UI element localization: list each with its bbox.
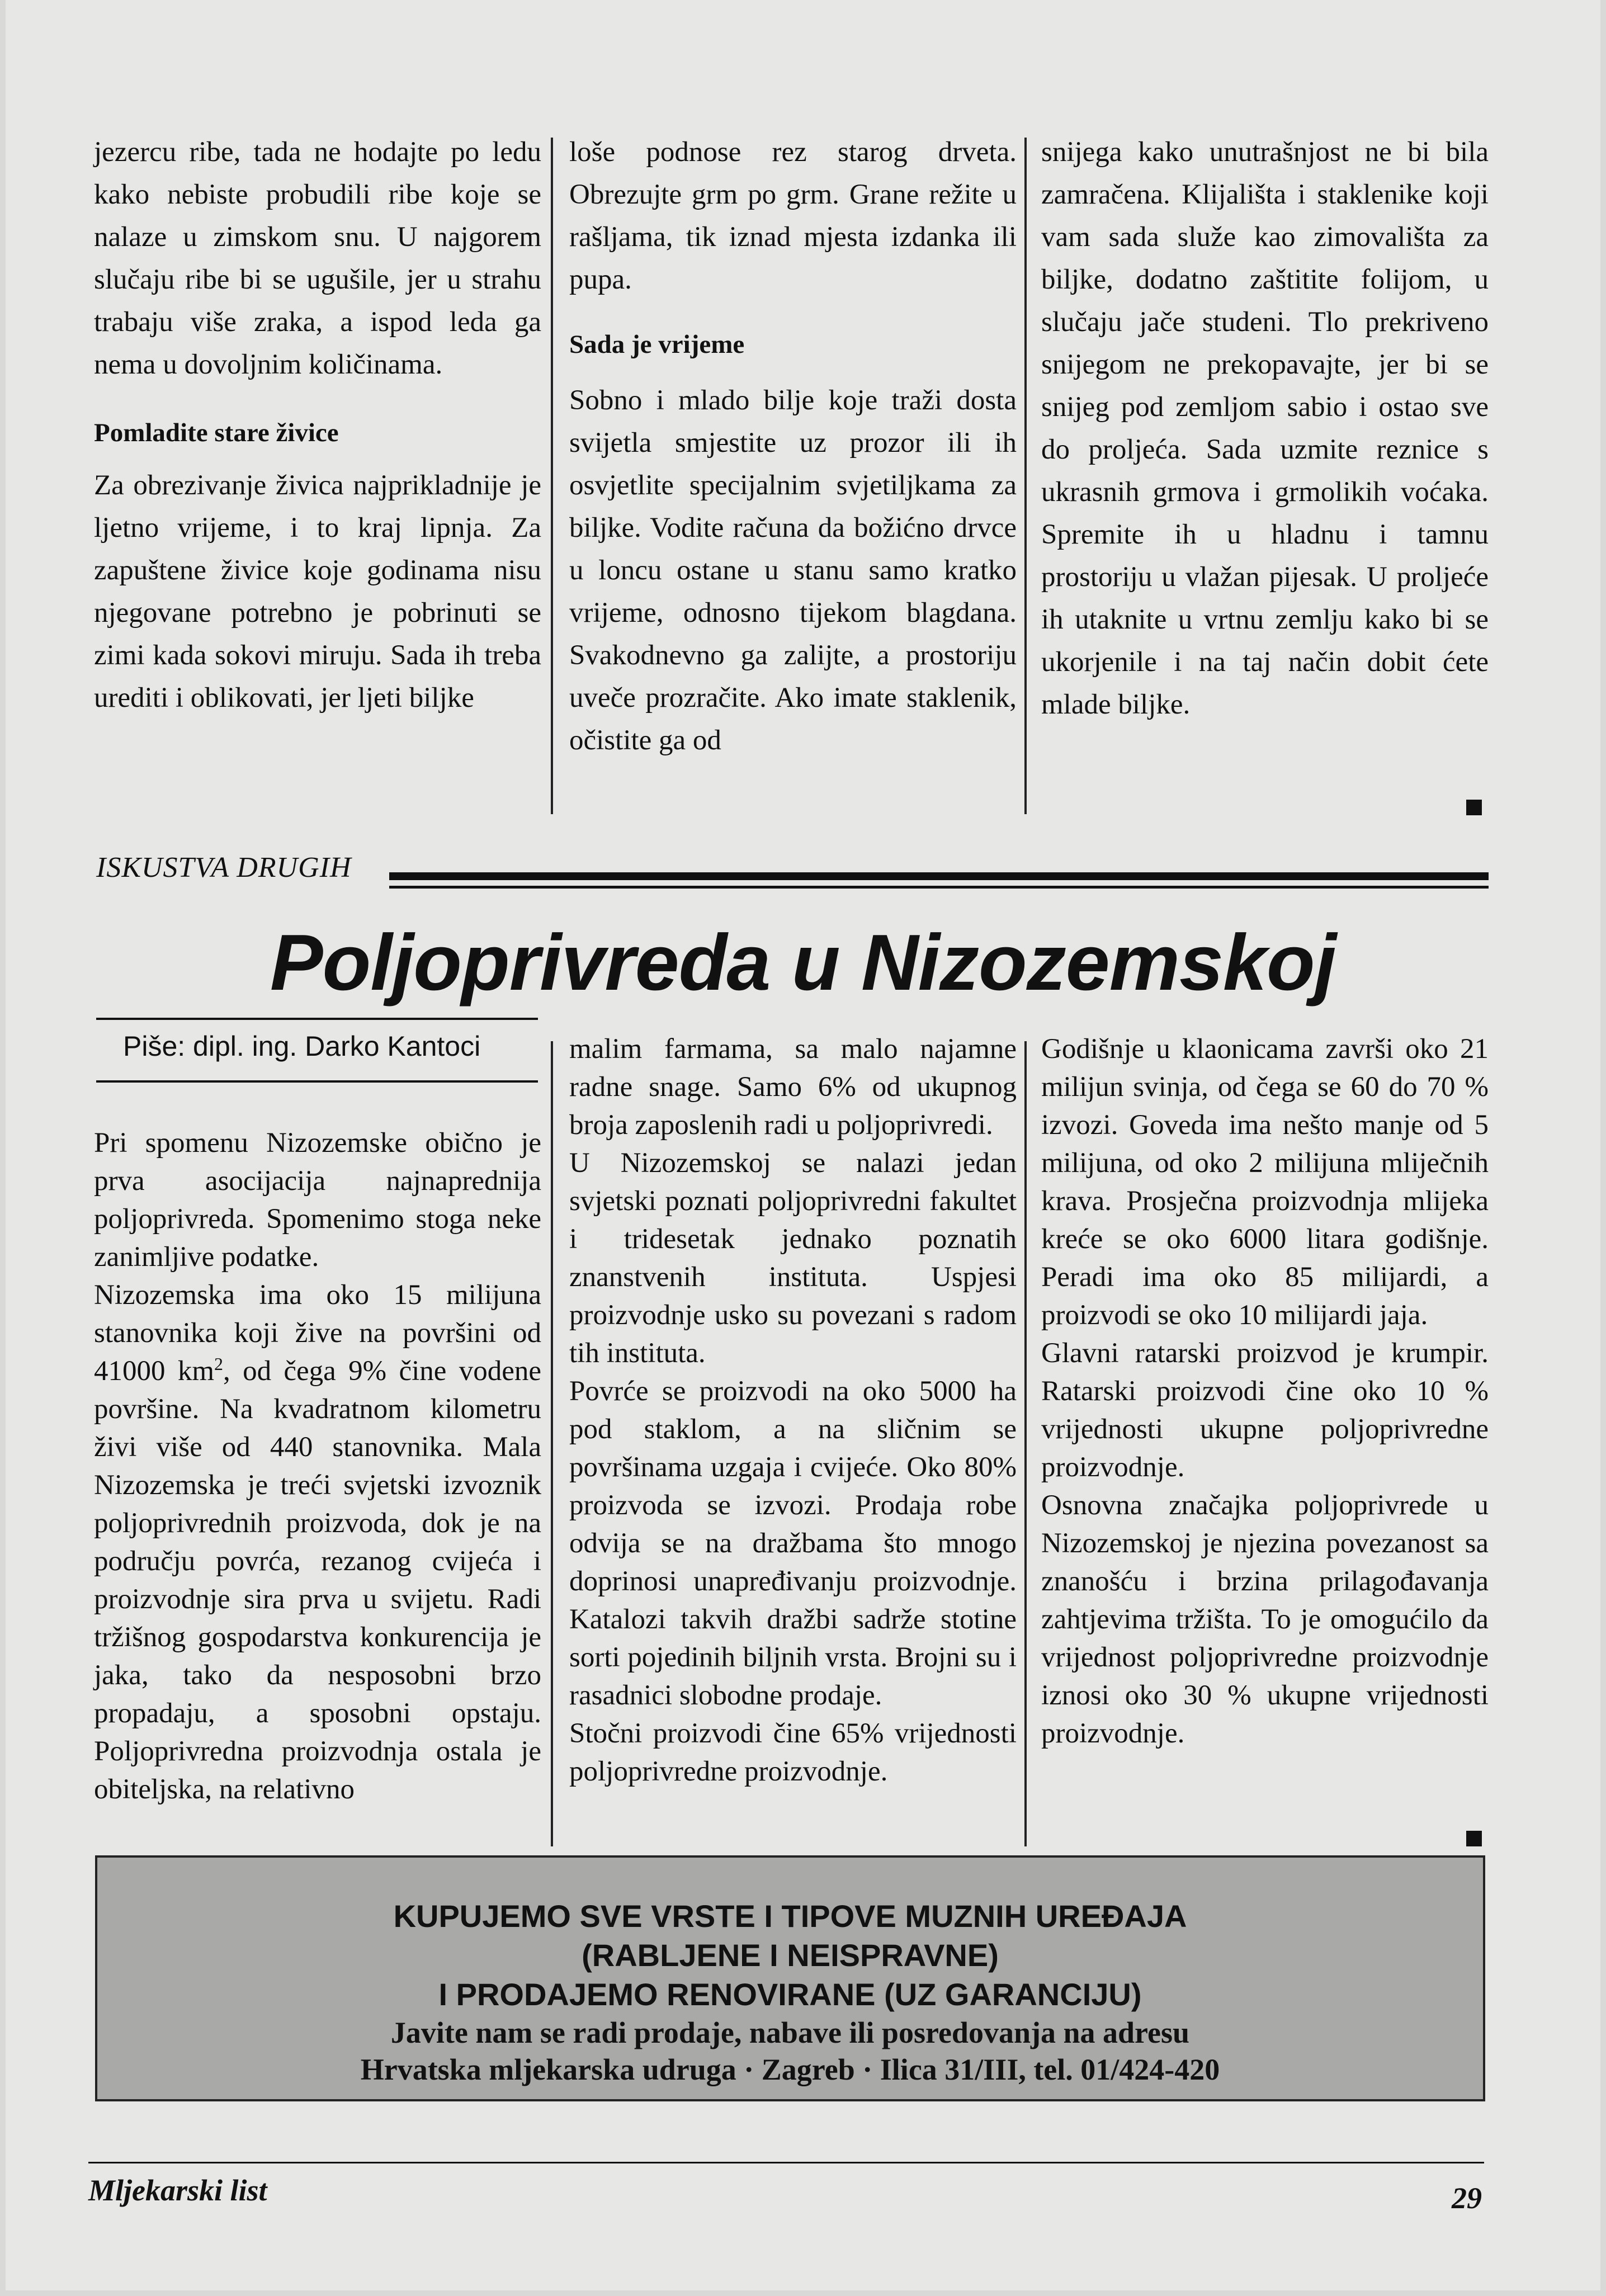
paragraph: Povrće se proizvodi na oko 5000 ha pod staklom, a na sličnim se površinama uzgaja i cvijeće. Oko 80% proizvoda se izvozi. Prodaja robe odvija se na dražbama što mnogo doprinosi unapređivanju proizvodnje. Katalozi takvih dražbi sadrže stotine sorti pojedinih biljnih vrsta. Brojni su i rasadnici slobodne prodaje. xyxy=(569,1376,1017,1711)
top-column-2 xyxy=(569,131,1017,762)
article-title: Poljoprivreda u Nizozemskoj xyxy=(270,918,1336,1007)
byline: Piše: dipl. ing. Darko Kantoci xyxy=(123,1031,481,1062)
paragraph: Sobno i mlado bilje koje traži dosta svijetla smjestite uz prozor ili ih osvjetlite specijalnim svjetiljkama za biljke. Vodite računa da božićno drvce u loncu ostane u stanu samo kratko vrijeme, odnosno tijekom blagdana. Svakodnevno ga zalijte, a prostoriju uveče prozračite. Ako imate staklenik, očistite ga od xyxy=(569,385,1017,756)
column-divider xyxy=(1024,1041,1027,1846)
advertisement-box xyxy=(95,1855,1485,2101)
paragraph: Glavni ratarski proizvod je krumpir. Ratarski proizvodi čine oko 10 % vrijednosti ukupne poljoprivredne proizvodnje. xyxy=(1041,1338,1489,1483)
footer-rule xyxy=(88,2162,1484,2163)
paragraph-text: Nizozemska ima oko 15 milijuna stanovnika koji žive na površini od 41000 km xyxy=(94,1279,541,1387)
paragraph: Za obrezivanje živica najprikladnije je ljetno vrijeme, i to kraj lipnja. Za zapuštene živice koje godinama nisu njegovane potrebno je pobrinuti se zimi kada sokovi miruju. Sada ih treba urediti i oblikovati, jer ljeti biljke xyxy=(94,470,541,714)
paragraph: jezercu ribe, tada ne hodajte po ledu kako nebiste probudili ribe koje se nalaze u zimskom snu. U najgorem slučaju ribe bi se ugušile, jer u strahu trabaju više zraka, a ispod leda ga nema u dovoljnim količinama. xyxy=(94,136,541,380)
paragraph: Stočni proizvodi čine 65% vrijednosti poljoprivredne proizvodnje. xyxy=(569,1718,1017,1787)
ad-line: KUPUJEMO SVE VRSTE I TIPOVE MUZNIH UREĐAJA xyxy=(393,1898,1187,1934)
top-column-1 xyxy=(94,131,541,719)
ad-line: Javite nam se radi prodaje, nabave ili posredovanja na adresu xyxy=(390,2016,1190,2049)
paragraph: Pri spomenu Nizozemske obično je prva asocijacija najnaprednija poljoprivreda. Spomenimo stoga neke zanimljive podatke. xyxy=(94,1127,541,1273)
byline-rule-bottom xyxy=(96,1080,538,1083)
paragraph: loše podnose rez starog drveta. Obrezujte grm po grm. Grane režite u rašljama, tik iznad mjesta izdanka ili pupa. xyxy=(569,136,1017,295)
subheading: Sada je vrijeme xyxy=(569,330,745,359)
journal-name: Mljekarski list xyxy=(88,2174,267,2207)
section-rule xyxy=(389,872,1489,880)
column-divider xyxy=(551,1041,553,1846)
top-column-3 xyxy=(1041,131,1489,726)
paragraph-text: , od čega 9% čine vodene površine. Na kvadratnom kilometru živi više od 440 stanovnika. Mala Nizozemska je treći svjetski izvoznik poljoprivrednih proizvoda, dok je na području povrća, rezanog cvijeća i proizvodnje sira prva u svijetu. Radi tržišnog gospodarstva konkurencija je jaka, tako da nesposobni brzo propadaju, a sposobni opstaju. Poljoprivredna proizvodnja ostala je obiteljska, na relativno xyxy=(94,1355,541,1805)
article-column-1 xyxy=(94,1124,541,1808)
section-rule-thin xyxy=(389,886,1489,889)
paragraph: malim farmama, sa malo najamne radne snage. Samo 6% od ukupnog broja zaposlenih radi u poljoprivredi. xyxy=(569,1033,1017,1141)
column-divider xyxy=(1024,138,1027,814)
ad-line: Hrvatska mljekarska udruga · Zagreb · Ilica 31/III, tel. 01/424-420 xyxy=(360,2053,1220,2086)
paragraph: U Nizozemskoj se nalazi jedan svjetski poznati poljoprivredni fakultet i tridesetak jednako poznatih znanstvenih instituta. Uspjesi proizvodnje usko su povezani s radom tih instituta. xyxy=(569,1147,1017,1369)
subheading: Pomladite stare živice xyxy=(94,418,339,447)
paragraph: Osnovna značajka poljoprivrede u Nizozemskoj je njezina povezanost sa znanošću i brzina prilagođavanja zahtjevima tržišta. To je omogućilo da vrijednost poljoprivredne proizvodnje iznosi oko 30 % ukupne vrijednosti proizvodnje. xyxy=(1041,1490,1489,1749)
section-label: ISKUSTVA DRUGIH xyxy=(96,852,352,884)
ad-line: I PRODAJEMO RENOVIRANE (UZ GARANCIJU) xyxy=(438,1977,1142,2012)
superscript: 2 xyxy=(214,1354,223,1374)
article-column-2 xyxy=(569,1030,1017,1790)
end-mark xyxy=(1466,1831,1482,1846)
end-mark xyxy=(1466,800,1482,815)
column-divider xyxy=(551,138,553,814)
paragraph: snijega kako unutrašnjost ne bi bila zamračena. Klijališta i staklenike koji vam sada služe kao zimovališta za biljke, dodatno zaštitite folijom, u slučaju jače studeni. Tlo prekriveno snijegom ne prekopavajte, jer bi se snijeg pod zemljom sabio i ostao sve do proljeća. Sada uzmite reznice s ukrasnih grmova i grmolikih voćaka. Spremite ih u hladnu i tamnu prostoriju u vlažan pijesak. U proljeće ih utaknite u vrtnu zemlju kako bi se ukorjenile i na taj način dobit ćete mlade biljke. xyxy=(1041,136,1489,720)
article-column-3 xyxy=(1041,1030,1489,1752)
byline-rule-top xyxy=(96,1018,538,1020)
ad-line: (RABLJENE I NEISPRAVNE) xyxy=(582,1938,999,1973)
page xyxy=(6,0,1600,2290)
paragraph xyxy=(94,1276,541,1808)
page-number: 29 xyxy=(1452,2181,1482,2215)
paragraph: Godišnje u klaonicama završi oko 21 milijun svinja, od čega se 60 do 70 % izvozi. Goveda ima nešto manje od 5 milijuna, od oko 2 milijuna mliječnih krava. Prosječna proizvodnja mlijeka kreće se oko 6000 litara godišnje. Peradi ima oko 85 milijardi, a proizvodi se oko 10 milijardi jaja. xyxy=(1041,1033,1489,1331)
